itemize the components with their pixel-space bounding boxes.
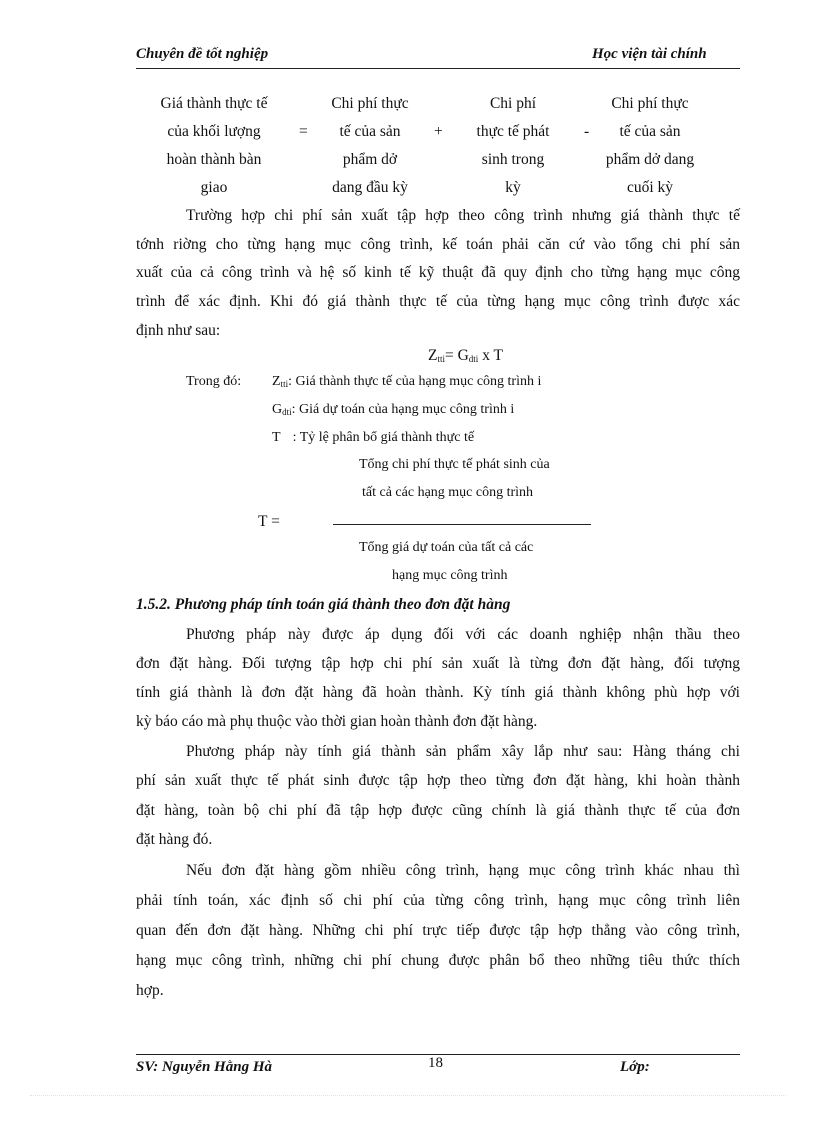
paragraph-line: hạng mục công trình, những chi phí chung được phân bổ theo những tiêu thức thích: [136, 952, 740, 969]
formula-col4-line: Chi phí thực: [611, 95, 689, 112]
paragraph-line: trình để xác định. Khi đó giá thành thực tế của từng hạng mục công trình được xác: [136, 293, 740, 310]
paragraph-line: Nếu đơn đặt hàng gồm nhiều công trình, hạng mục công trình khác nhau thì: [186, 862, 740, 879]
where-label: Trong đó:: [186, 374, 242, 389]
paragraph-line: Phương pháp này được áp dụng đối với các doanh nghiệp nhận thầu theo: [186, 626, 740, 643]
formula-equals: =: [299, 123, 308, 140]
formula-col3-line: thực tế phát: [476, 123, 550, 140]
footer-class: Lớp:: [620, 1059, 650, 1075]
formula-col2-line: phẩm dở: [342, 151, 398, 168]
footer-student: SV: Nguyễn Hằng Hà: [136, 1059, 272, 1075]
paragraph-line: Phương pháp này tính giá thành sản phẩm xây lắp như sau: Hàng tháng chi: [186, 743, 740, 760]
t-numerator-line: tất cả các hạng mục công trình: [362, 485, 534, 500]
paragraph-line: định như sau:: [136, 322, 221, 339]
page-edge: [30, 1095, 786, 1096]
where-g-def: $G_{dti}$: Giá dự toán của hạng mục công trình i: [272, 402, 515, 417]
paragraph-line: đặt hàng đó.: [136, 831, 213, 848]
formula-col1-line: giao: [200, 179, 228, 196]
t-denominator-line: hạng mục công trình: [392, 568, 508, 583]
formula-col4-line: tế của sản: [619, 123, 681, 140]
paragraph-line: hợp.: [136, 982, 164, 999]
paragraph-line: quan đến đơn đặt hàng. Những chi phí trực tiếp được tập hợp thẳng vào công trình,: [136, 922, 740, 939]
paragraph-line: tớnh riờng cho từng hạng mục công trình, kế toán phải căn cứ vào tổng chi phí sản: [136, 236, 740, 253]
paragraph-line: phí sản xuất thực tế phát sinh được tập hợp theo từng đơn đặt hàng, khi hoàn thành: [136, 772, 740, 789]
formula-ztti: $Z_{tti}= G_{dti}$ x T: [428, 347, 504, 364]
formula-col3-line: kỳ: [505, 179, 521, 196]
formula-col2-line: tế của sản: [339, 123, 401, 140]
formula-col1-line: hoàn thành bàn: [166, 151, 262, 168]
formula-col4-line: cuối kỳ: [626, 179, 674, 196]
header-left: Chuyên đề tốt nghiệp: [136, 46, 269, 62]
header-rule: [136, 68, 740, 69]
fraction-bar: [333, 524, 591, 525]
formula-col4-line: phẩm dở dang: [605, 151, 695, 168]
paragraph-line: đặt hàng, toàn bộ chi phí đã tập hợp được cũng chính là giá thành thực tế của đơn: [136, 802, 740, 819]
t-denominator-line: Tổng giá dự toán của tất cả các: [359, 540, 534, 555]
paragraph-line: phải tính toán, xác định số chi phí của từng công trình, hạng mục công trình liên: [136, 892, 740, 909]
paragraph-line: kỳ báo cáo mà phụ thuộc vào thời gian hoàn thành đơn đặt hàng.: [136, 713, 538, 730]
paragraph-line: xuất của cả công trình và hệ số kinh tế kỹ thuật đã quy định cho từng hạng mục công: [136, 264, 740, 281]
formula-plus: +: [434, 123, 443, 140]
formula-col2-line: Chi phí thực: [331, 95, 409, 112]
section-title: 1.5.2. Phương pháp tính toán giá thành theo đơn đặt hàng: [136, 596, 511, 613]
t-lhs: T =: [258, 513, 280, 530]
formula-minus: -: [584, 123, 590, 140]
formula-col1-line: Giá thành thực tế: [160, 95, 268, 112]
formula-col3-line: sinh trong: [481, 151, 545, 168]
t-numerator-line: Tổng chi phí thực tế phát sinh của: [359, 457, 550, 472]
where-t-def: T : Tỷ lệ phân bổ giá thành thực tế: [272, 430, 475, 445]
paragraph-line: tính giá thành là đơn đặt hàng đã hoàn thành. Kỳ tính giá thành không phù hợp với: [136, 684, 740, 701]
where-z-def: $Z_{tti}$: Giá thành thực tế của hạng mục công trình i: [272, 374, 542, 389]
formula-col3-line: Chi phí: [489, 95, 537, 112]
formula-col2-line: dang đầu kỳ: [332, 179, 408, 196]
paragraph-line: đơn đặt hàng. Đối tượng tập hợp chi phí sản xuất là từng đơn đặt hàng, đối tượng: [136, 655, 740, 672]
page-number: 18: [428, 1055, 443, 1071]
header-right: Học viện tài chính: [592, 46, 707, 62]
paragraph-line: Trường hợp chi phí sản xuất tập hợp theo công trình nhưng giá thành thực tế: [186, 207, 740, 224]
formula-col1-line: của khối lượng: [167, 123, 261, 140]
